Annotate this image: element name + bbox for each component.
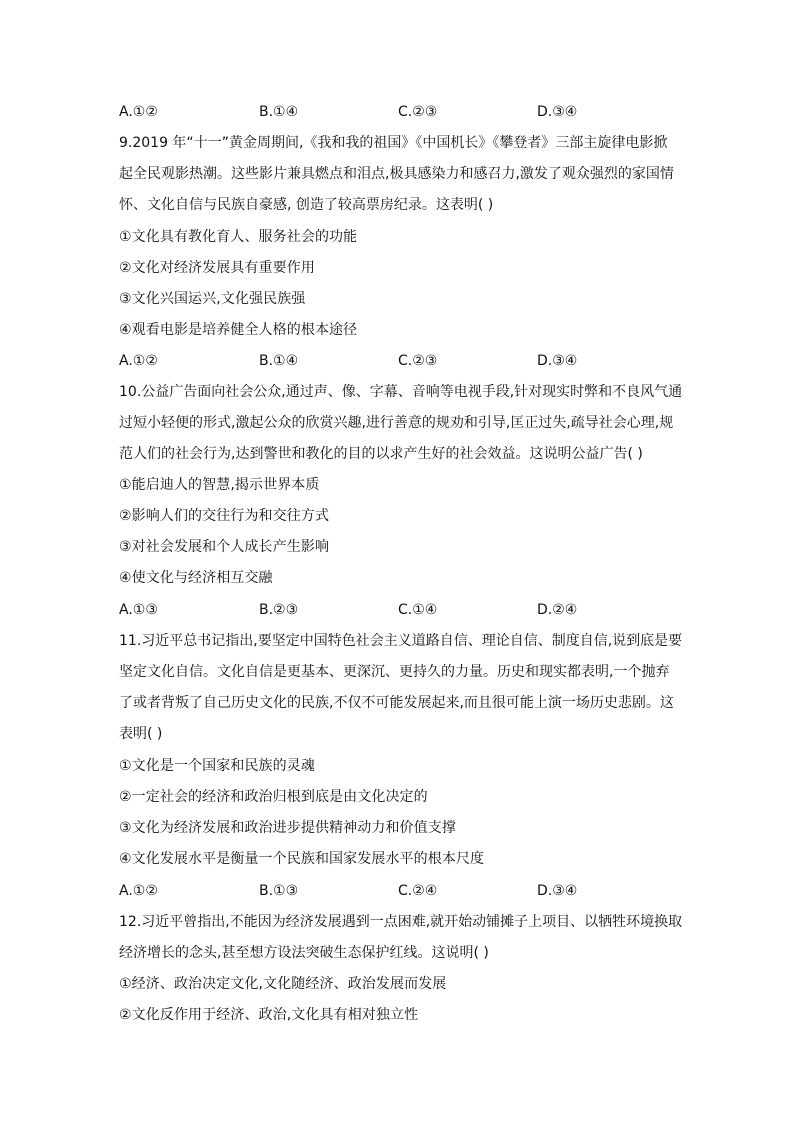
q12-stem-line-1: 12.习近平曾指出,不能因为经济发展遇到一点困难,就开始动铺摊子上项目、以牺牲环境换取 xyxy=(119,914,683,930)
q10-option-c[interactable]: C.①④ xyxy=(398,602,438,618)
q9-stem-line-1: 9.2019 年“十一”黄金周期间,《我和我的祖国》《中国机长》《攀登者》三部主旋律电影掀 xyxy=(119,135,668,151)
q9-option-d[interactable]: D.③④ xyxy=(537,353,578,369)
q11-option-b[interactable]: B.①③ xyxy=(259,883,299,899)
q10-statement-1: ①能启迪人的智慧,揭示世界本质 xyxy=(119,477,320,493)
q12-statement-1: ①经济、政治决定文化,文化随经济、政治发展而发展 xyxy=(119,976,447,992)
q9-stem-line-3: 怀、文化自信与民族自豪感, 创造了较高票房纪录。这表明( ) xyxy=(119,197,494,213)
q8-option-b[interactable]: B.①④ xyxy=(259,104,299,120)
q9-option-b[interactable]: B.①④ xyxy=(259,353,299,369)
q12-statement-2: ②文化反作用于经济、政治,文化具有相对独立性 xyxy=(119,1007,419,1023)
q11-stem-line-4: 表明( ) xyxy=(119,726,163,742)
q8-option-c[interactable]: C.②③ xyxy=(398,104,438,120)
q10-stem-line-1: 10.公益广告面向社会公众,通过声、像、字幕、音响等电视手段,针对现实时弊和不良风气通 xyxy=(119,384,683,400)
q11-statement-3: ③文化为经济发展和政治进步提供精神动力和价值支撑 xyxy=(119,820,456,836)
q10-stem-line-3: 范人们的社会行为,达到警世和教化的目的以求产生好的社会效益。这说明公益广告( ) xyxy=(119,446,643,462)
q11-stem-line-2: 坚定文化自信。文化自信是更基本、更深沉、更持久的力量。历史和现实都表明,一个抛弃 xyxy=(119,664,670,680)
q11-stem-line-3: 了或者背叛了自己历史文化的民族,不仅不可能发展起来,而且很可能上演一场历史悲剧。这 xyxy=(119,695,674,711)
q10-stem-line-2: 过短小轻便的形式,激起公众的欣赏兴趣,进行善意的规劝和引导,匡正过失,疏导社会心理,规 xyxy=(119,415,674,431)
q11-statement-1: ①文化是一个国家和民族的灵魂 xyxy=(119,758,315,774)
q10-option-a[interactable]: A.①③ xyxy=(119,602,158,618)
q12-stem-line-2: 经济增长的念头,甚至想方设法突破生态保护红线。这说明( ) xyxy=(119,945,489,961)
q10-option-d[interactable]: D.②④ xyxy=(537,602,578,618)
q8-option-a[interactable]: A.①② xyxy=(119,104,158,120)
q11-option-d[interactable]: D.③④ xyxy=(537,883,578,899)
q9-statement-1: ①文化具有教化育人、服务社会的功能 xyxy=(119,229,358,245)
q9-statement-4: ④观看电影是培养健全人格的根本途径 xyxy=(119,322,358,338)
q9-statement-2: ②文化对经济发展具有重要作用 xyxy=(119,260,315,276)
q9-option-c[interactable]: C.②③ xyxy=(398,353,438,369)
q10-option-b[interactable]: B.②③ xyxy=(259,602,299,618)
q11-option-c[interactable]: C.②④ xyxy=(398,883,438,899)
q10-statement-4: ④使文化与经济相互交融 xyxy=(119,570,273,586)
q8-option-d[interactable]: D.③④ xyxy=(537,104,578,120)
q9-option-a[interactable]: A.①② xyxy=(119,353,158,369)
q9-stem-line-2: 起全民观影热潮。这些影片兼具燃点和泪点,极具感染力和感召力,激发了观众强烈的家国情 xyxy=(119,166,674,182)
q11-stem-line-1: 11.习近平总书记指出,要坚定中国特色社会主义道路自信、理论自信、制度自信,说到底是要 xyxy=(119,633,683,649)
q9-statement-3: ③文化兴国运兴,文化强民族强 xyxy=(119,291,306,307)
q10-statement-2: ②影响人们的交往行为和交往方式 xyxy=(119,508,330,524)
q11-option-a[interactable]: A.①② xyxy=(119,883,158,899)
q10-statement-3: ③对社会发展和个人成长产生影响 xyxy=(119,539,330,555)
q11-statement-2: ②一定社会的经济和政治归根到底是由文化决定的 xyxy=(119,789,428,805)
q11-statement-4: ④文化发展水平是衡量一个民族和国家发展水平的根本尺度 xyxy=(119,851,485,867)
